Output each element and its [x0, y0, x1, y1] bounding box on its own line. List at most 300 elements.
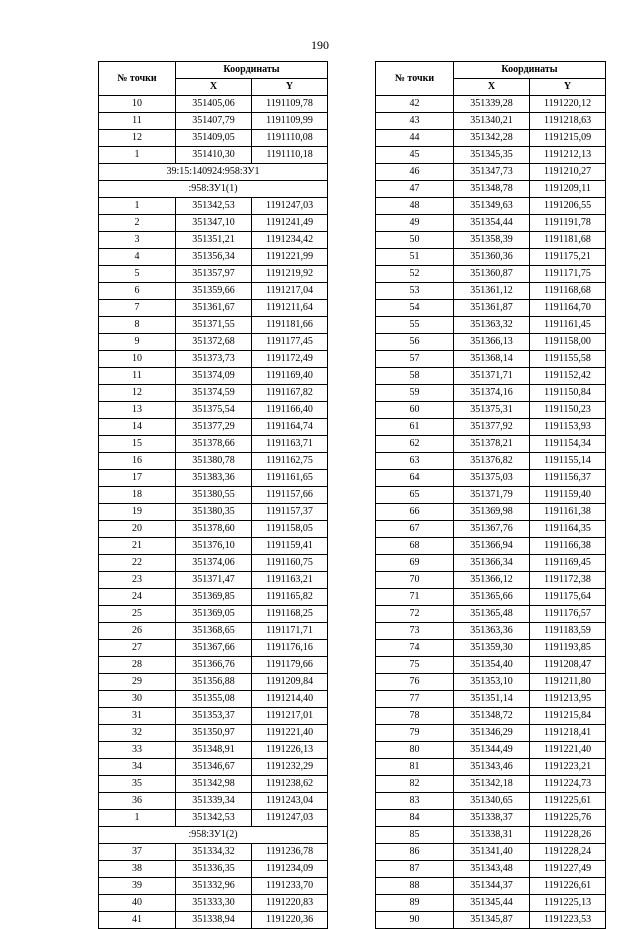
point-number-cell: 39 [99, 878, 176, 895]
coordinates-header: Координаты [176, 62, 328, 79]
x-coordinate-cell: 351351,14 [454, 691, 530, 708]
table-row [99, 351, 328, 368]
y-coordinate-cell: 1191157,37 [252, 504, 328, 521]
y-coordinate-cell: 1191223,53 [530, 912, 606, 929]
table-row [99, 742, 328, 759]
table-row [376, 742, 606, 759]
y-coordinate-cell: 1191211,80 [530, 674, 606, 691]
table-row [99, 640, 328, 657]
table-row [376, 640, 606, 657]
table-row [376, 283, 606, 300]
table-row [99, 623, 328, 640]
table-row [376, 844, 606, 861]
y-coordinate-cell: 1191218,63 [530, 113, 606, 130]
x-coordinate-cell: 351342,28 [454, 130, 530, 147]
x-coordinate-cell: 351376,82 [454, 453, 530, 470]
y-coordinate-cell: 1191215,84 [530, 708, 606, 725]
point-number-cell: 1 [99, 810, 176, 827]
point-number-cell: 64 [376, 470, 454, 487]
point-number-cell: 31 [99, 708, 176, 725]
table-row [376, 878, 606, 895]
x-coordinate-cell: 351372,68 [176, 334, 252, 351]
x-coordinate-cell: 351338,37 [454, 810, 530, 827]
y-coordinate-cell: 1191164,35 [530, 521, 606, 538]
y-coordinate-cell: 1191160,75 [252, 555, 328, 572]
point-number-cell: 13 [99, 402, 176, 419]
y-coordinate-cell: 1191154,34 [530, 436, 606, 453]
y-coordinate-cell: 1191152,42 [530, 368, 606, 385]
point-number-cell: 16 [99, 453, 176, 470]
table-row [99, 147, 328, 164]
table-row [376, 674, 606, 691]
x-coordinate-cell: 351345,35 [454, 147, 530, 164]
x-coordinate-cell: 351369,98 [454, 504, 530, 521]
table-row [99, 436, 328, 453]
x-coordinate-cell: 351338,94 [176, 912, 252, 929]
table-row [99, 317, 328, 334]
x-coordinate-cell: 351334,32 [176, 844, 252, 861]
x-coordinate-cell: 351368,14 [454, 351, 530, 368]
y-coordinate-cell: 1191169,45 [530, 555, 606, 572]
point-number-cell: 48 [376, 198, 454, 215]
y-coordinate-cell: 1191150,84 [530, 385, 606, 402]
point-number-cell: 74 [376, 640, 454, 657]
x-coordinate-cell: 351347,10 [176, 215, 252, 232]
point-number-cell: 49 [376, 215, 454, 232]
table-row [99, 198, 328, 215]
y-header: Y [252, 79, 328, 96]
table-row [376, 487, 606, 504]
point-number-cell: 42 [376, 96, 454, 113]
table-row [376, 402, 606, 419]
point-number-cell: 51 [376, 249, 454, 266]
point-number-cell: 56 [376, 334, 454, 351]
x-coordinate-cell: 351345,87 [454, 912, 530, 929]
point-number-cell: 40 [99, 895, 176, 912]
table-row [376, 436, 606, 453]
y-coordinate-cell: 1191155,58 [530, 351, 606, 368]
y-coordinate-cell: 1191150,23 [530, 402, 606, 419]
x-coordinate-cell: 351363,36 [454, 623, 530, 640]
y-coordinate-cell: 1191162,75 [252, 453, 328, 470]
y-coordinate-cell: 1191217,01 [252, 708, 328, 725]
y-coordinate-cell: 1191212,13 [530, 147, 606, 164]
y-coordinate-cell: 1191183,59 [530, 623, 606, 640]
y-coordinate-cell: 1191227,49 [530, 861, 606, 878]
point-number-cell: 67 [376, 521, 454, 538]
x-coordinate-cell: 351373,73 [176, 351, 252, 368]
table-row [376, 776, 606, 793]
x-coordinate-cell: 351350,97 [176, 725, 252, 742]
y-coordinate-cell: 1191225,61 [530, 793, 606, 810]
y-coordinate-cell: 1191214,40 [252, 691, 328, 708]
point-number-cell: 29 [99, 674, 176, 691]
point-number-cell: 84 [376, 810, 454, 827]
y-coordinate-cell: 1191153,93 [530, 419, 606, 436]
x-coordinate-cell: 351356,34 [176, 249, 252, 266]
y-coordinate-cell: 1191172,49 [252, 351, 328, 368]
y-coordinate-cell: 1191221,99 [252, 249, 328, 266]
x-coordinate-cell: 351344,37 [454, 878, 530, 895]
x-coordinate-cell: 351374,59 [176, 385, 252, 402]
coordinates-table-right-body [376, 96, 606, 929]
y-coordinate-cell: 1191175,64 [530, 589, 606, 606]
y-coordinate-cell: 1191225,13 [530, 895, 606, 912]
y-coordinate-cell: 1191169,40 [252, 368, 328, 385]
y-coordinate-cell: 1191220,36 [252, 912, 328, 929]
table-row [376, 385, 606, 402]
point-number-cell: 27 [99, 640, 176, 657]
x-coordinate-cell: 351347,73 [454, 164, 530, 181]
x-coordinate-cell: 351368,65 [176, 623, 252, 640]
point-number-cell: 53 [376, 283, 454, 300]
table-row [99, 283, 328, 300]
x-coordinate-cell: 351378,60 [176, 521, 252, 538]
point-number-cell: 9 [99, 334, 176, 351]
y-coordinate-cell: 1191155,14 [530, 453, 606, 470]
y-coordinate-cell: 1191234,42 [252, 232, 328, 249]
x-coordinate-cell: 351349,63 [454, 198, 530, 215]
table-row [99, 657, 328, 674]
table-row [376, 351, 606, 368]
table-row [376, 181, 606, 198]
y-coordinate-cell: 1191247,03 [252, 198, 328, 215]
point-number-cell: 87 [376, 861, 454, 878]
point-number-cell: 6 [99, 283, 176, 300]
y-coordinate-cell: 1191193,85 [530, 640, 606, 657]
point-number-cell: 10 [99, 351, 176, 368]
y-coordinate-cell: 1191109,99 [252, 113, 328, 130]
table-row [376, 470, 606, 487]
table-row [99, 759, 328, 776]
point-number-cell: 89 [376, 895, 454, 912]
x-coordinate-cell: 351360,36 [454, 249, 530, 266]
y-coordinate-cell: 1191208,47 [530, 657, 606, 674]
point-number-cell: 26 [99, 623, 176, 640]
point-number-cell: 45 [376, 147, 454, 164]
y-coordinate-cell: 1191166,38 [530, 538, 606, 555]
point-number-cell: 86 [376, 844, 454, 861]
x-coordinate-cell: 351353,10 [454, 674, 530, 691]
section-label: 39:15:140924:958:ЗУ1 [99, 164, 328, 181]
point-number-cell: 19 [99, 504, 176, 521]
table-row [99, 895, 328, 912]
x-coordinate-cell: 351371,47 [176, 572, 252, 589]
table-row [99, 215, 328, 232]
point-number-cell: 24 [99, 589, 176, 606]
point-number-cell: 55 [376, 317, 454, 334]
point-number-cell: 30 [99, 691, 176, 708]
y-coordinate-cell: 1191224,73 [530, 776, 606, 793]
table-row [376, 810, 606, 827]
table-row [99, 300, 328, 317]
table-row [376, 861, 606, 878]
point-number-cell: 82 [376, 776, 454, 793]
x-coordinate-cell: 351380,55 [176, 487, 252, 504]
coordinates-table-right [375, 61, 606, 929]
section-row [99, 181, 328, 198]
y-coordinate-cell: 1191172,38 [530, 572, 606, 589]
section-row [99, 164, 328, 181]
x-coordinate-cell: 351342,98 [176, 776, 252, 793]
y-coordinate-cell: 1191221,40 [530, 742, 606, 759]
x-coordinate-cell: 351366,94 [454, 538, 530, 555]
table-row [376, 130, 606, 147]
point-number-cell: 12 [99, 130, 176, 147]
point-number-cell: 43 [376, 113, 454, 130]
y-coordinate-cell: 1191221,40 [252, 725, 328, 742]
x-coordinate-cell: 351332,96 [176, 878, 252, 895]
table-row [99, 334, 328, 351]
x-coordinate-cell: 351341,40 [454, 844, 530, 861]
x-coordinate-cell: 351360,87 [454, 266, 530, 283]
x-coordinate-cell: 351409,05 [176, 130, 252, 147]
y-coordinate-cell: 1191110,18 [252, 147, 328, 164]
y-coordinate-cell: 1191171,71 [252, 623, 328, 640]
table-row [376, 198, 606, 215]
x-coordinate-cell: 351366,34 [454, 555, 530, 572]
x-coordinate-cell: 351340,21 [454, 113, 530, 130]
table-row [99, 487, 328, 504]
table-row [376, 249, 606, 266]
coordinates-table-left [98, 61, 328, 929]
y-coordinate-cell: 1191226,61 [530, 878, 606, 895]
x-coordinate-cell: 351339,28 [454, 96, 530, 113]
x-coordinate-cell: 351346,29 [454, 725, 530, 742]
page-number: 190 [311, 38, 329, 52]
y-coordinate-cell: 1191156,37 [530, 470, 606, 487]
point-number-header: № точки [376, 62, 454, 96]
table-row [376, 232, 606, 249]
point-number-cell: 61 [376, 419, 454, 436]
point-number-cell: 85 [376, 827, 454, 844]
x-coordinate-cell: 351371,79 [454, 487, 530, 504]
y-coordinate-cell: 1191236,78 [252, 844, 328, 861]
table-row [376, 521, 606, 538]
table-row [376, 691, 606, 708]
coordinates-table-left-body [99, 96, 328, 929]
x-coordinate-cell: 351354,44 [454, 215, 530, 232]
x-coordinate-cell: 351340,65 [454, 793, 530, 810]
x-coordinate-cell: 351371,55 [176, 317, 252, 334]
table-row [99, 793, 328, 810]
y-coordinate-cell: 1191168,25 [252, 606, 328, 623]
y-coordinate-cell: 1191177,45 [252, 334, 328, 351]
point-number-cell: 50 [376, 232, 454, 249]
y-coordinate-cell: 1191210,27 [530, 164, 606, 181]
x-coordinate-cell: 351378,21 [454, 436, 530, 453]
x-coordinate-cell: 351348,78 [454, 181, 530, 198]
x-coordinate-cell: 351371,71 [454, 368, 530, 385]
table-row [376, 215, 606, 232]
table-row [99, 419, 328, 436]
point-number-cell: 59 [376, 385, 454, 402]
y-coordinate-cell: 1191209,11 [530, 181, 606, 198]
table-row [99, 844, 328, 861]
x-coordinate-cell: 351351,21 [176, 232, 252, 249]
x-coordinate-cell: 351366,13 [454, 334, 530, 351]
x-coordinate-cell: 351356,88 [176, 674, 252, 691]
x-coordinate-cell: 351365,66 [454, 589, 530, 606]
table-row [376, 300, 606, 317]
x-coordinate-cell: 351407,79 [176, 113, 252, 130]
x-coordinate-cell: 351374,06 [176, 555, 252, 572]
point-number-cell: 60 [376, 402, 454, 419]
x-coordinate-cell: 351363,32 [454, 317, 530, 334]
point-number-cell: 47 [376, 181, 454, 198]
table-row [376, 657, 606, 674]
x-coordinate-cell: 351339,34 [176, 793, 252, 810]
table-row [376, 96, 606, 113]
y-coordinate-cell: 1191233,70 [252, 878, 328, 895]
table-row [376, 572, 606, 589]
point-number-cell: 22 [99, 555, 176, 572]
x-coordinate-cell: 351343,46 [454, 759, 530, 776]
y-coordinate-cell: 1191157,66 [252, 487, 328, 504]
x-coordinate-cell: 351378,66 [176, 436, 252, 453]
point-number-cell: 81 [376, 759, 454, 776]
y-coordinate-cell: 1191165,82 [252, 589, 328, 606]
table-row [376, 113, 606, 130]
table-row [99, 708, 328, 725]
y-coordinate-cell: 1191219,92 [252, 266, 328, 283]
point-number-cell: 28 [99, 657, 176, 674]
x-coordinate-cell: 351369,05 [176, 606, 252, 623]
table-row [99, 113, 328, 130]
point-number-cell: 77 [376, 691, 454, 708]
table-row [99, 521, 328, 538]
y-coordinate-cell: 1191215,09 [530, 130, 606, 147]
x-coordinate-cell: 351374,09 [176, 368, 252, 385]
point-number-cell: 72 [376, 606, 454, 623]
x-coordinate-cell: 351375,54 [176, 402, 252, 419]
x-coordinate-cell: 351359,30 [454, 640, 530, 657]
table-row [99, 861, 328, 878]
x-coordinate-cell: 351380,78 [176, 453, 252, 470]
x-coordinate-cell: 351342,53 [176, 810, 252, 827]
table-row [376, 708, 606, 725]
point-number-cell: 63 [376, 453, 454, 470]
x-coordinate-cell: 351353,37 [176, 708, 252, 725]
table-row [99, 555, 328, 572]
y-coordinate-cell: 1191161,45 [530, 317, 606, 334]
point-number-cell: 70 [376, 572, 454, 589]
point-number-cell: 21 [99, 538, 176, 555]
section-row [99, 827, 328, 844]
x-coordinate-cell: 351366,12 [454, 572, 530, 589]
point-number-cell: 11 [99, 368, 176, 385]
point-number-cell: 76 [376, 674, 454, 691]
coordinates-header: Координаты [454, 62, 606, 79]
point-number-cell: 78 [376, 708, 454, 725]
point-number-cell: 69 [376, 555, 454, 572]
point-number-cell: 23 [99, 572, 176, 589]
point-number-cell: 37 [99, 844, 176, 861]
point-number-cell: 20 [99, 521, 176, 538]
x-coordinate-cell: 351348,91 [176, 742, 252, 759]
point-number-cell: 83 [376, 793, 454, 810]
x-coordinate-cell: 351359,66 [176, 283, 252, 300]
y-coordinate-cell: 1191243,04 [252, 793, 328, 810]
y-coordinate-cell: 1191176,16 [252, 640, 328, 657]
x-coordinate-cell: 351343,48 [454, 861, 530, 878]
y-coordinate-cell: 1191225,76 [530, 810, 606, 827]
y-coordinate-cell: 1191179,66 [252, 657, 328, 674]
table-row [376, 317, 606, 334]
x-coordinate-cell: 351366,76 [176, 657, 252, 674]
point-number-cell: 38 [99, 861, 176, 878]
x-coordinate-cell: 351380,35 [176, 504, 252, 521]
y-coordinate-cell: 1191171,75 [530, 266, 606, 283]
y-coordinate-cell: 1191223,21 [530, 759, 606, 776]
table-row [376, 147, 606, 164]
y-coordinate-cell: 1191161,38 [530, 504, 606, 521]
x-header: X [454, 79, 530, 96]
point-number-cell: 14 [99, 419, 176, 436]
table-row [376, 419, 606, 436]
y-coordinate-cell: 1191209,84 [252, 674, 328, 691]
point-number-cell: 33 [99, 742, 176, 759]
point-number-cell: 46 [376, 164, 454, 181]
y-coordinate-cell: 1191161,65 [252, 470, 328, 487]
table-row [376, 368, 606, 385]
y-coordinate-cell: 1191234,09 [252, 861, 328, 878]
table-row [376, 164, 606, 181]
x-coordinate-cell: 351358,39 [454, 232, 530, 249]
table-row [99, 674, 328, 691]
point-number-cell: 34 [99, 759, 176, 776]
x-coordinate-cell: 351361,67 [176, 300, 252, 317]
y-coordinate-cell: 1191191,78 [530, 215, 606, 232]
y-coordinate-cell: 1191167,82 [252, 385, 328, 402]
y-coordinate-cell: 1191164,74 [252, 419, 328, 436]
table-row [99, 538, 328, 555]
x-coordinate-cell: 351375,03 [454, 470, 530, 487]
table-row [99, 232, 328, 249]
point-number-cell: 5 [99, 266, 176, 283]
table-row [99, 368, 328, 385]
table-row [99, 504, 328, 521]
y-coordinate-cell: 1191158,05 [252, 521, 328, 538]
table-row [99, 572, 328, 589]
y-coordinate-cell: 1191213,95 [530, 691, 606, 708]
y-coordinate-cell: 1191181,66 [252, 317, 328, 334]
table-row [99, 810, 328, 827]
table-row [99, 470, 328, 487]
point-number-cell: 18 [99, 487, 176, 504]
y-coordinate-cell: 1191218,41 [530, 725, 606, 742]
point-number-cell: 71 [376, 589, 454, 606]
y-coordinate-cell: 1191241,49 [252, 215, 328, 232]
table-row [376, 589, 606, 606]
point-number-cell: 88 [376, 878, 454, 895]
table-row [99, 453, 328, 470]
table-row [99, 249, 328, 266]
table-row [99, 606, 328, 623]
table-row [376, 504, 606, 521]
y-coordinate-cell: 1191228,26 [530, 827, 606, 844]
table-row [376, 623, 606, 640]
y-coordinate-cell: 1191175,21 [530, 249, 606, 266]
y-coordinate-cell: 1191238,62 [252, 776, 328, 793]
table-row [99, 725, 328, 742]
x-coordinate-cell: 351367,66 [176, 640, 252, 657]
table-row [376, 827, 606, 844]
table-row [376, 725, 606, 742]
point-number-cell: 25 [99, 606, 176, 623]
x-coordinate-cell: 351410,30 [176, 147, 252, 164]
x-coordinate-cell: 351375,31 [454, 402, 530, 419]
